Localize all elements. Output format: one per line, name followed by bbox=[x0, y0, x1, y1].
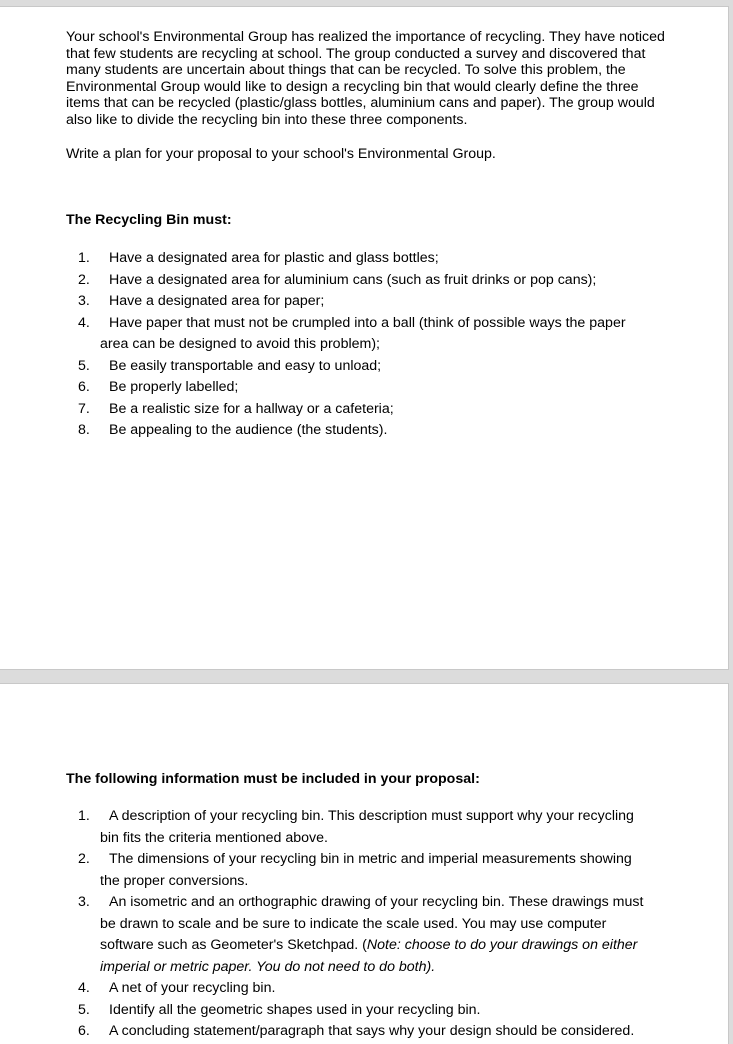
list-item: 2. The dimensions of your recycling bin in metric and imperial measurements showing the proper conversions. bbox=[78, 851, 632, 889]
proposal-list bbox=[78, 806, 658, 1043]
proposal-heading: The following information must be included in your proposal: bbox=[66, 771, 480, 787]
list-item: 6. A concluding statement/paragraph that says why your design should be considered. bbox=[78, 1023, 635, 1039]
list-item: 3. Have a designated area for paper; bbox=[78, 293, 325, 309]
list-item: 5. Identify all the geometric shapes used in your recycling bin. bbox=[78, 1001, 481, 1018]
intro-paragraph: Your school's Environmental Group has realized the importance of recycling. They have noticed that few students are recycling at school. The group conducted a survey and discovered that many students are uncertain about things that can be recycled. To solve this problem, the Environmental Group would like to design a recycling bin that would clearly define the three items that can be recycled (plastic/glass bottles, aluminium cans and paper). The group would also like to divide the recycling bin into these three components. bbox=[66, 29, 665, 128]
list-item: 5. Be easily transportable and easy to unload; bbox=[78, 357, 382, 374]
document-page-1 bbox=[0, 6, 729, 670]
list-item: 7. Be a realistic size for a hallway or a cafeteria; bbox=[78, 400, 394, 417]
list-item: 4. Have paper that must not be crumpled into a ball (think of possible ways the paper area can be designed to avoid this problem); bbox=[78, 314, 626, 352]
instruction-paragraph: Write a plan for your proposal to your school's Environmental Group. bbox=[66, 146, 496, 162]
criteria-heading: The Recycling Bin must: bbox=[66, 212, 232, 228]
document-page-2 bbox=[0, 683, 729, 1044]
criteria-list bbox=[78, 248, 658, 442]
list-item: 1. A description of your recycling bin. This description must support why your recycling bin fits the criteria mentioned above. bbox=[78, 808, 634, 846]
list-item: 3. An isometric and an orthographic drawing of your recycling bin. These drawings must be drawn to scale and be sure to indicate the scale used. You may use computer software such as Geometer's Sketchpad. (Note: choose to do your drawings on either imperial or metric paper. You do not need to do both). bbox=[78, 894, 644, 975]
list-item: 8. Be appealing to the audience (the students). bbox=[78, 422, 388, 438]
list-item: 2. Have a designated area for aluminium cans (such as fruit drinks or pop cans); bbox=[78, 271, 597, 288]
list-item: 6. Be properly labelled; bbox=[78, 379, 239, 395]
list-item: 4. A net of your recycling bin. bbox=[78, 980, 276, 996]
list-item: 1. Have a designated area for plastic and glass bottles; bbox=[78, 250, 439, 266]
